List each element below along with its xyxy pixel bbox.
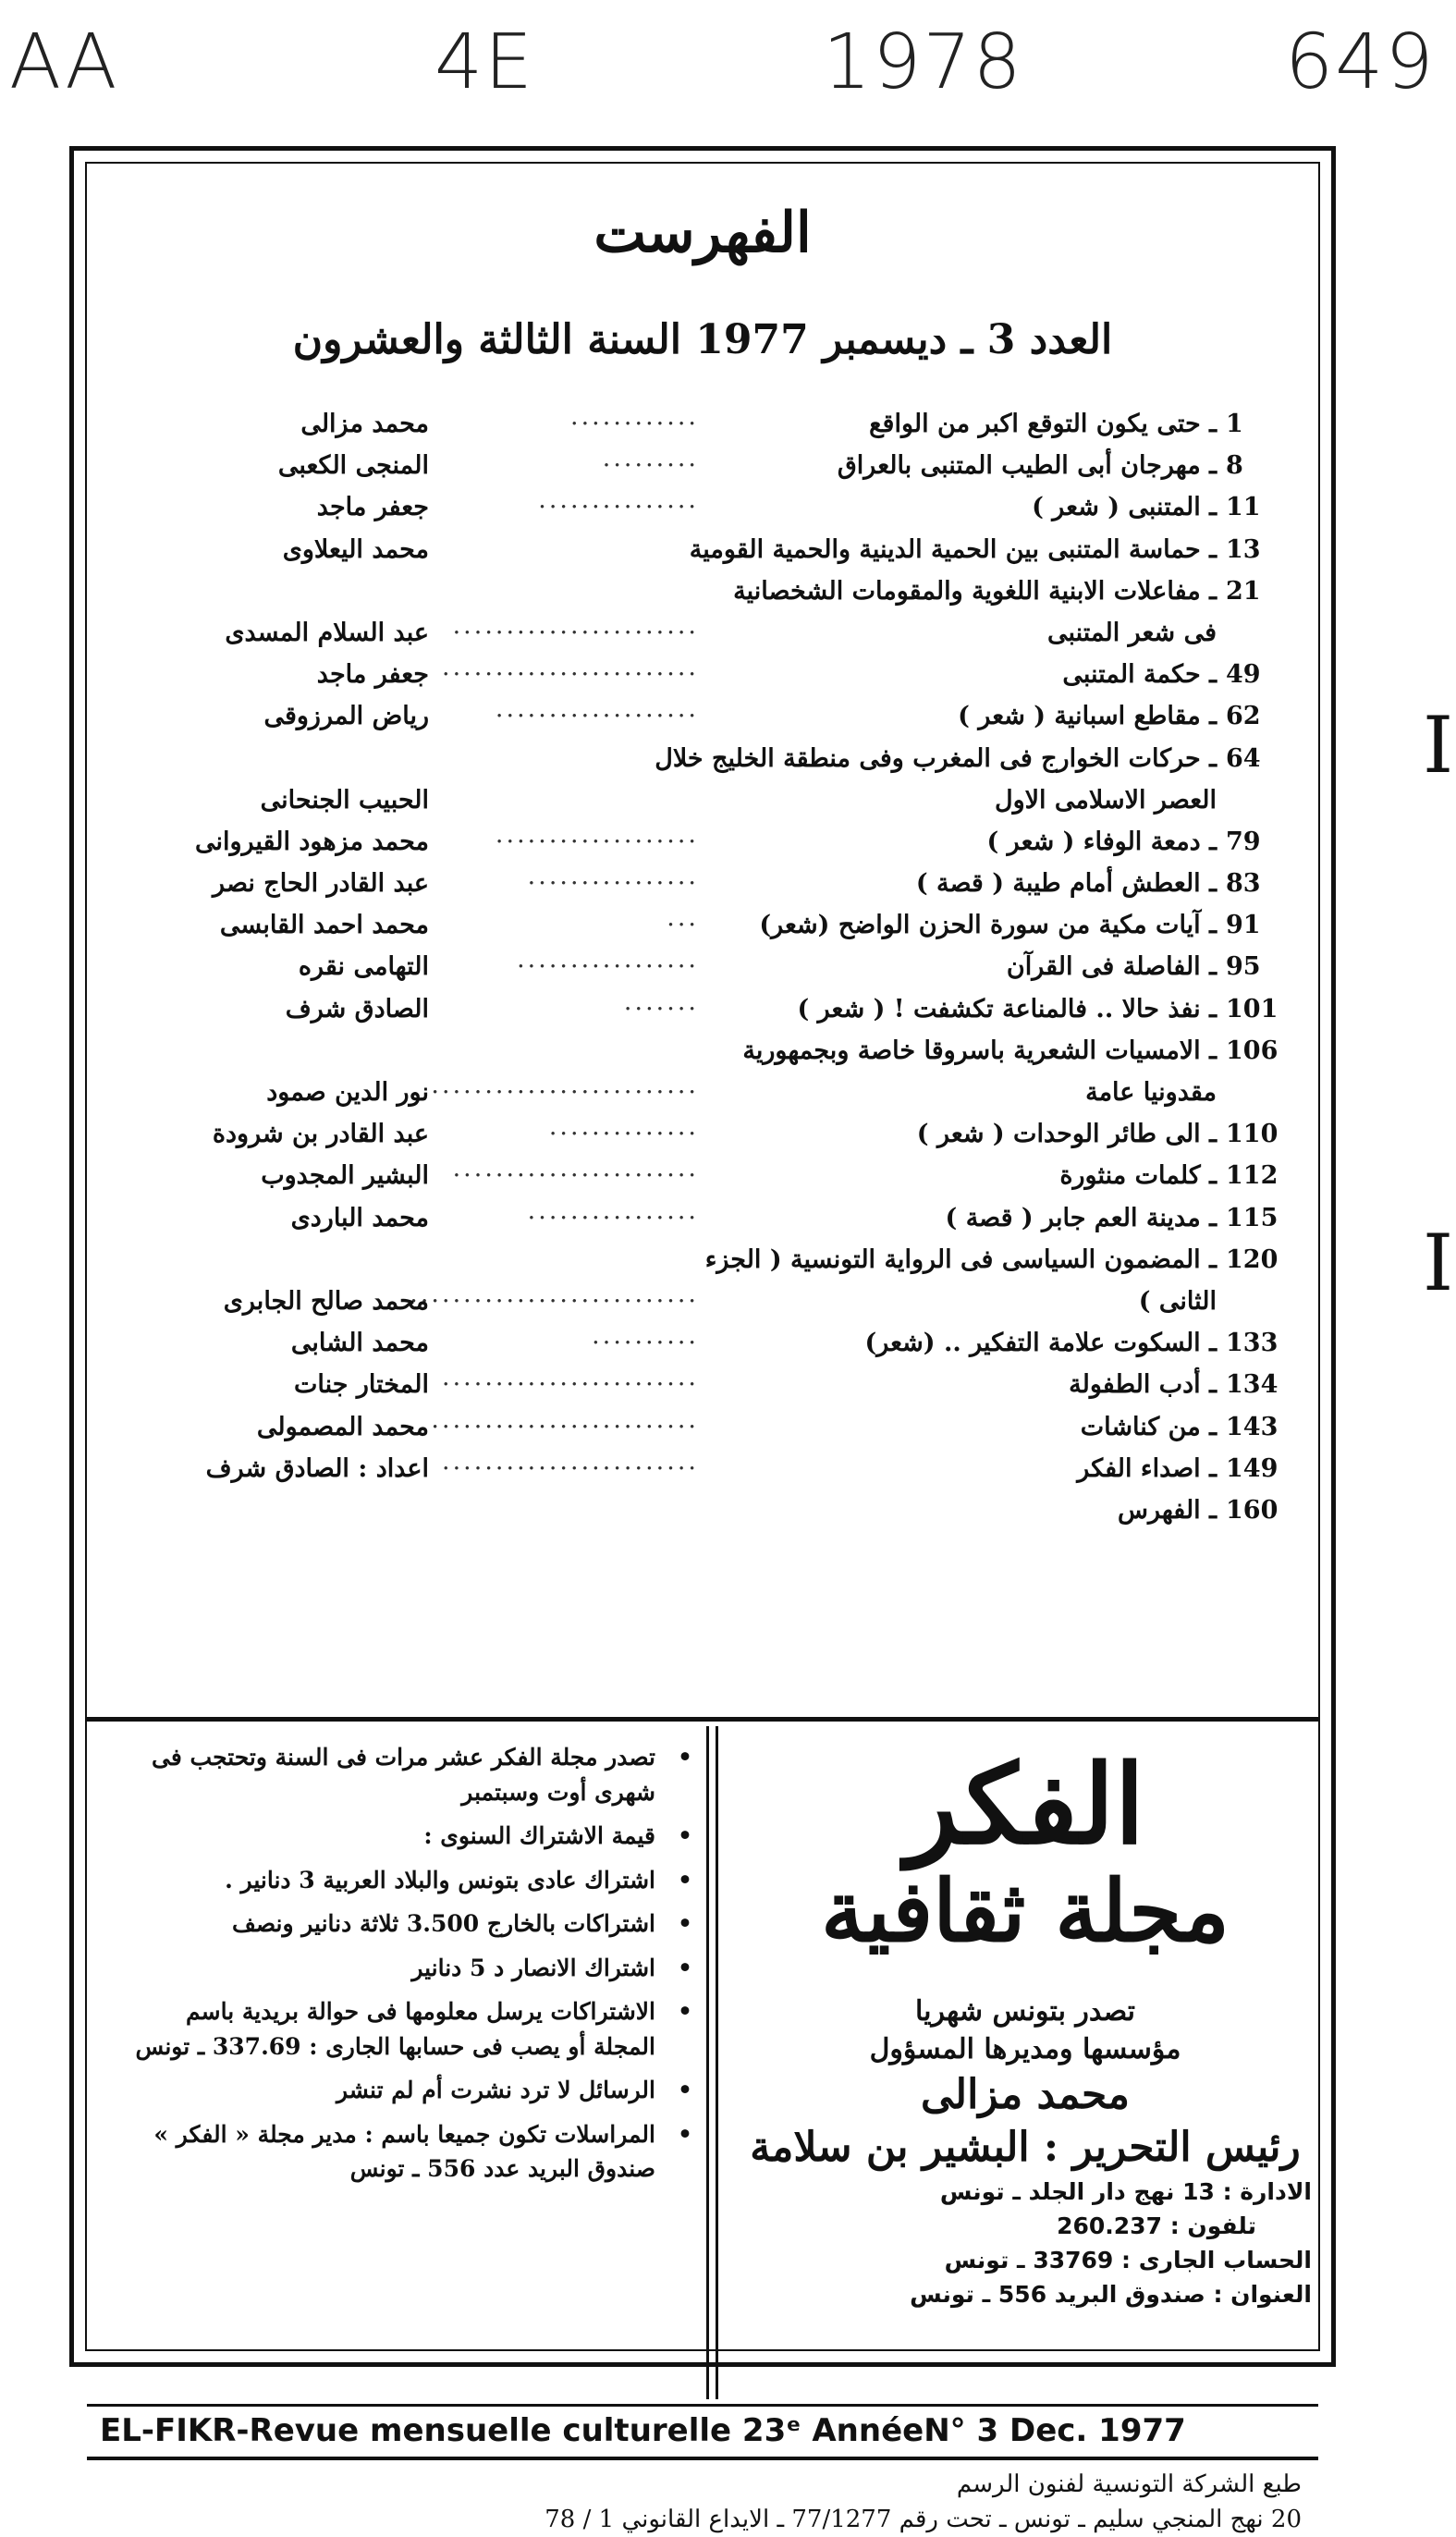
- subscription-text: اشتراكات بالخارج 3.500 ثلاثة دنانير ونصف: [231, 1910, 655, 1937]
- toc-page-number: 21: [1226, 576, 1261, 606]
- toc-page-number: 160: [1226, 1495, 1279, 1525]
- subscription-item: [124, 1994, 697, 2064]
- toc-title-text: ـ من كناشات: [1080, 1412, 1217, 1441]
- bullet-icon: •: [678, 1954, 692, 1981]
- magazine-subtitle: مجلة ثقافية: [821, 1860, 1230, 1961]
- toc-title-text: ـ حركات الخوارج فى المغرب وفى منطقة الخليج خلال: [655, 743, 1217, 773]
- toc-page-number: 133: [1226, 1329, 1279, 1358]
- divider: [87, 2404, 1318, 2407]
- toc-title-text: ـ العطش أمام طيبة ( قصة ): [915, 869, 1217, 899]
- toc-author: محمد صالح الجابرى: [223, 1286, 429, 1316]
- toc-author: المنجى الكعبى: [277, 451, 429, 481]
- toc-author: الصادق شرف: [285, 994, 429, 1023]
- toc-author: عبد القادر بن شرودة: [212, 1120, 429, 1149]
- toc-leader-dots: ················: [527, 869, 699, 899]
- issue-line: العدد 3 ـ ديسمبر 1977 السنة الثالثة والعشرون: [292, 316, 1113, 363]
- toc-author: نور الدين صمود: [266, 1078, 429, 1107]
- toc-title-text: ـ الامسيات الشعرية باسروقا خاصة وبجمهورية: [742, 1036, 1217, 1065]
- subscription-item: [124, 1951, 697, 1986]
- toc-leader-dots: ···················: [495, 827, 699, 856]
- toc-row: [124, 694, 1291, 736]
- toc-page-number: 79: [1226, 827, 1261, 856]
- toc-title-text: ـ آيات مكية من سورة الحزن الواضح (شعر): [759, 911, 1217, 940]
- toc-row: [124, 528, 1291, 570]
- toc-row: [124, 1238, 1291, 1280]
- toc-author: محمد المصمولى: [256, 1412, 429, 1441]
- toc-title-text: مقدونيا عامة: [1085, 1078, 1217, 1107]
- toc-page-number: 149: [1226, 1453, 1279, 1483]
- toc-title-text: ـ السكوت علامة التفكير .. (شعر): [864, 1329, 1217, 1358]
- toc-title-text: ـ حكمة المتنبى: [1062, 660, 1217, 690]
- toc-row: [124, 778, 1291, 820]
- toc-leader-dots: ·················: [517, 952, 699, 982]
- toc-author: عبد القادر الحاج نصر: [213, 869, 429, 899]
- toc-leader-dots: ························: [442, 660, 699, 690]
- toc-title-text: الثانى ): [1138, 1286, 1217, 1316]
- toc-title-text: ـ الفاصلة فى القرآن: [1006, 952, 1217, 982]
- toc-leader-dots: ···················: [495, 702, 699, 731]
- printer-info: [544, 2468, 1302, 2537]
- phone: تلفون : 260.237: [1057, 2212, 1256, 2239]
- subscription-text: اشتراك الانصار د 5 دنانير: [411, 1954, 655, 1981]
- director: محمد مزالى: [921, 2070, 1130, 2118]
- toc-row: [124, 903, 1291, 945]
- toc-author: محمد مزهود القيروانى: [194, 827, 429, 856]
- toc-page-number: 112: [1226, 1161, 1279, 1191]
- toc-row: [124, 402, 1291, 444]
- frequency: تصدر بتونس شهريا: [915, 1994, 1135, 2028]
- toc-row: [124, 611, 1291, 653]
- handwritten-page: 649: [1285, 18, 1436, 106]
- toc-author: المختار جنات: [293, 1370, 429, 1400]
- toc-row: [124, 820, 1291, 862]
- postal: العنوان : صندوق البريد 556 ـ تونس: [910, 2280, 1312, 2308]
- toc-row: [124, 1154, 1291, 1195]
- toc-author: جعفر ماجد: [316, 493, 429, 522]
- subscription-item: [124, 1863, 697, 1898]
- subscription-text: اشتراك عادى بتونس والبلاد العربية 3 دنانير .: [225, 1866, 655, 1894]
- toc-row: [124, 1071, 1291, 1112]
- toc-page-number: 64: [1226, 743, 1261, 773]
- toc-page-number: 95: [1226, 952, 1261, 982]
- margin-mark: I: [1423, 1218, 1454, 1308]
- inner-frame: [85, 162, 1454, 2533]
- toc-row: [124, 1321, 1291, 1363]
- toc-leader-dots: ··········: [592, 1329, 699, 1358]
- subscription-info: [124, 1740, 697, 2196]
- toc-title-text: فى شعر المتنبى: [1046, 618, 1217, 647]
- toc-title-text: ـ حتى يكون التوقع اكبر من الواقع: [869, 410, 1217, 438]
- toc-title-text: العصر الاسلامى الاول: [994, 785, 1217, 815]
- toc-page-number: 8: [1226, 451, 1243, 481]
- toc-leader-dots: ·······: [623, 994, 699, 1023]
- toc-page-number: 13: [1226, 534, 1261, 564]
- toc-page-number: 120: [1226, 1244, 1279, 1274]
- toc-page-number: 115: [1226, 1203, 1279, 1232]
- toc-page-number: 143: [1226, 1412, 1279, 1441]
- toc-title-text: ـ الفهرس: [1118, 1495, 1217, 1525]
- bullet-icon: •: [678, 1744, 692, 1771]
- toc-author: عبد السلام المسدى: [225, 618, 429, 647]
- toc-row: [124, 570, 1291, 611]
- toc-row: [124, 945, 1291, 987]
- toc-title: الفهرست: [593, 201, 812, 265]
- toc-title-text: ـ المضمون السياسى فى الرواية التونسية ( الجزء: [704, 1244, 1217, 1274]
- footer-french: EL-FIKR-Revue mensuelle culturelle 23ᵉ AnnéeN° 3 Dec. 1977: [100, 2412, 1186, 2449]
- masthead: [729, 1735, 1321, 2401]
- toc-author: محمد الباردى: [290, 1203, 429, 1232]
- divider: [87, 2457, 1318, 2460]
- address: الادارة : 13 نهج دار الجلد ـ تونس: [939, 2177, 1312, 2205]
- toc-row: [124, 987, 1291, 1029]
- toc-page-number: 62: [1226, 702, 1261, 731]
- toc-page-number: 106: [1226, 1036, 1279, 1065]
- handwritten-shelf: AA: [9, 18, 119, 106]
- toc-page-number: 49: [1226, 660, 1261, 690]
- toc-page-number: 91: [1226, 911, 1261, 940]
- page-frame: [69, 146, 1454, 2533]
- printer-line: طبع الشركة التونسية لفنون الرسم: [956, 2470, 1302, 2498]
- toc-leader-dots: ························: [442, 1370, 699, 1400]
- toc-title-text: ـ الى طائر الوحدات ( شعر ): [916, 1120, 1217, 1149]
- toc-author: رياض المرزوقى: [263, 702, 429, 731]
- toc-row: [124, 1196, 1291, 1238]
- toc-title-text: ـ نفذ حالا .. فالمناعة تكشفت ! ( شعر ): [797, 994, 1217, 1023]
- toc-page-number: 1: [1226, 410, 1243, 438]
- toc-leader-dots: ··············: [548, 1120, 699, 1149]
- toc-title-text: ـ مدينة العم جابر ( قصة ): [945, 1203, 1217, 1232]
- toc-row: [124, 737, 1291, 778]
- toc-author: اعداد : الصادق شرف: [205, 1453, 429, 1483]
- toc-row: [124, 1029, 1291, 1071]
- table-of-contents: [124, 402, 1291, 1678]
- bullet-icon: •: [678, 2120, 692, 2148]
- toc-row: [124, 1280, 1291, 1321]
- toc-leader-dots: ···························: [410, 1286, 699, 1316]
- toc-leader-dots: ············: [570, 410, 699, 438]
- handwritten-code: 4E: [434, 18, 534, 106]
- founder-label: مؤسسها ومديرها المسؤول: [869, 2032, 1181, 2065]
- toc-row: [124, 1112, 1291, 1154]
- toc-page-number: 83: [1226, 869, 1261, 899]
- toc-title-text: ـ مفاعلات الابنية اللغوية والمقومات الشخصانية: [733, 576, 1217, 606]
- subscription-item: [124, 1740, 697, 1809]
- magazine-logo: الفكر: [905, 1740, 1145, 1869]
- subscription-item: [124, 1819, 697, 1854]
- toc-title-text: ـ كلمات منثورة: [1059, 1161, 1217, 1191]
- toc-page-number: 11: [1226, 493, 1261, 522]
- subscription-text: المراسلات تكون جميعا باسم : مدير مجلة « الفكر » صندوق البريد عدد 556 ـ تونس: [153, 2120, 655, 2182]
- toc-title-text: ـ مقاطع اسبانية ( شعر ): [958, 702, 1217, 731]
- subscription-item: [124, 2073, 697, 2108]
- subscription-text: قيمة الاشتراك السنوى :: [423, 1822, 655, 1849]
- toc-title-text: ـ حماسة المتنبى بين الحمية الدينية والحمية القومية: [689, 534, 1217, 564]
- toc-row: [124, 1489, 1291, 1530]
- toc-leader-dots: ·························: [431, 1078, 699, 1107]
- toc-leader-dots: ·······················: [452, 618, 699, 647]
- toc-row: [124, 1405, 1291, 1447]
- bullet-icon: •: [678, 1866, 692, 1894]
- toc-title-text: ـ المتنبى ( شعر ): [1032, 493, 1217, 522]
- bullet-icon: •: [678, 1998, 692, 2025]
- toc-title-text: ـ مهرجان أبى الطيب المتنبى بالعراق: [837, 451, 1217, 481]
- toc-row: [124, 653, 1291, 694]
- subscription-item: [124, 2117, 697, 2187]
- account: الحساب الجارى : 33769 ـ تونس: [944, 2246, 1312, 2273]
- printer-line: 20 نهج المنجي سليم ـ تونس ـ تحت رقم 77/1277 ـ الايداع القانوني 1 / 78: [544, 2505, 1302, 2533]
- toc-page-number: 101: [1226, 994, 1279, 1023]
- toc-leader-dots: ················: [527, 1203, 699, 1232]
- toc-row: [124, 485, 1291, 527]
- editor: رئيس التحرير : البشير بن سلامة: [750, 2123, 1301, 2171]
- divider: [716, 1726, 718, 2399]
- margin-mark: I: [1423, 700, 1454, 791]
- toc-row: [124, 444, 1291, 485]
- toc-row: [124, 862, 1291, 903]
- handwritten-year: 1978: [823, 18, 1023, 106]
- subscription-item: [124, 1906, 697, 1942]
- toc-author: محمد احمد القابسى: [219, 911, 429, 940]
- toc-leader-dots: ·········: [602, 451, 699, 481]
- subscription-text: تصدر مجلة الفكر عشر مرات فى السنة وتحتجب فى شهرى أوت وسبتمبر: [152, 1744, 655, 1806]
- bullet-icon: •: [678, 1910, 692, 1937]
- toc-author: التهامى نقره: [298, 952, 429, 982]
- toc-title-text: ـ اصداء الفكر: [1077, 1453, 1217, 1483]
- bullet-icon: •: [678, 2077, 692, 2103]
- toc-title-text: ـ دمعة الوفاء ( شعر ): [986, 827, 1217, 856]
- toc-leader-dots: ···: [667, 911, 699, 940]
- toc-title-text: ـ أدب الطفولة: [1069, 1370, 1217, 1400]
- toc-leader-dots: ·························: [431, 1412, 699, 1441]
- toc-author: جعفر ماجد: [316, 660, 429, 690]
- toc-author: محمد الشابى: [290, 1329, 429, 1358]
- toc-author: البشير المجدوب: [261, 1161, 429, 1191]
- toc-author: محمد مزالى: [300, 410, 429, 438]
- subscription-text: الاشتراكات يرسل معلومها فى حوالة بريدية باسم المجلة أو يصب فى حسابها الجارى : 337.69 ـ تونس: [135, 1998, 655, 2060]
- toc-row: [124, 1447, 1291, 1489]
- toc-leader-dots: ························: [442, 1453, 699, 1483]
- divider: [87, 1717, 1318, 1722]
- toc-leader-dots: ···············: [538, 493, 699, 522]
- toc-row: [124, 1363, 1291, 1404]
- toc-author: محمد اليعلاوى: [282, 534, 429, 564]
- toc-author: الحبيب الجنحانى: [260, 785, 429, 815]
- subscription-text: الرسائل لا ترد نشرت أم لم تنشر: [336, 2077, 655, 2103]
- bullet-icon: •: [678, 1822, 692, 1849]
- divider: [706, 1726, 709, 2399]
- toc-page-number: 110: [1226, 1120, 1279, 1149]
- toc-page-number: 134: [1226, 1370, 1279, 1400]
- toc-leader-dots: ·······················: [452, 1161, 699, 1191]
